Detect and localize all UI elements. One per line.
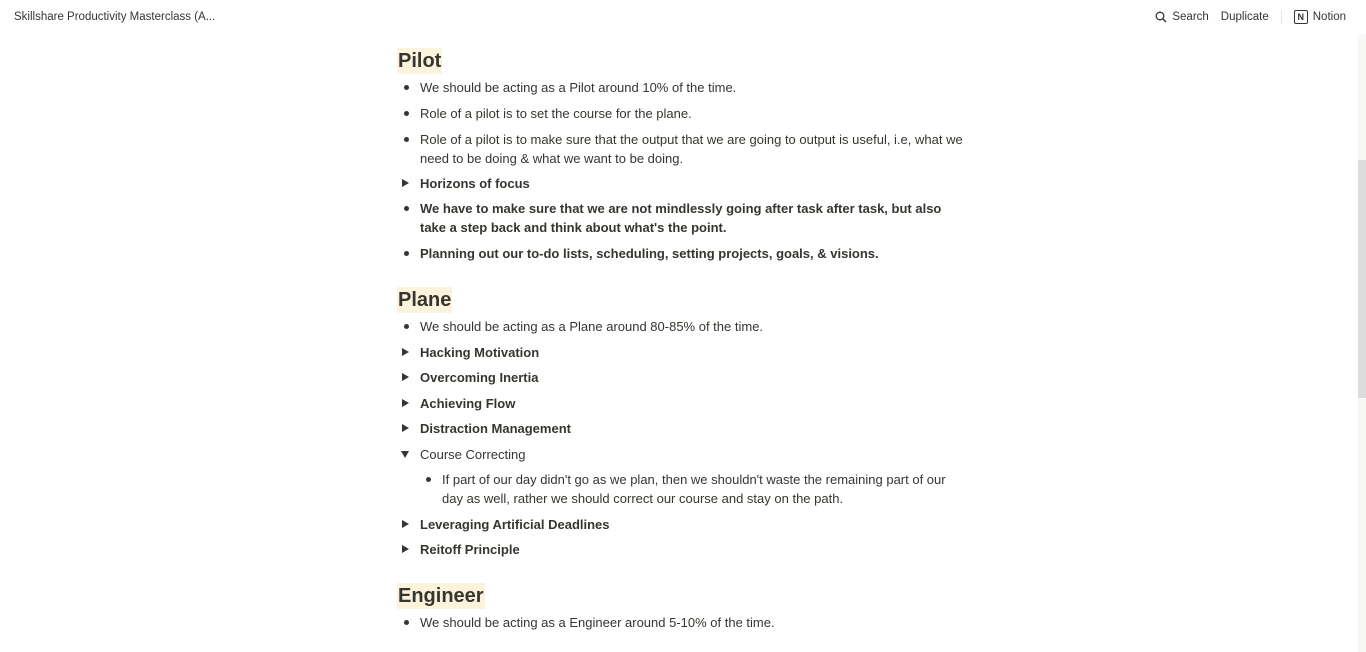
toggle-label: Overcoming Inertia <box>420 370 539 385</box>
toggle-horizons-of-focus[interactable] <box>397 174 967 193</box>
list-item <box>397 199 967 237</box>
toggle-arrow-icon[interactable] <box>397 515 420 534</box>
toggle-hacking-motivation[interactable] <box>397 343 967 362</box>
search-label: Search <box>1172 11 1209 23</box>
toggle-label: Course Correcting <box>420 447 526 462</box>
toggle-arrow-icon[interactable] <box>397 394 420 413</box>
list-item <box>397 317 967 336</box>
duplicate-button[interactable] <box>1215 8 1275 26</box>
list-item <box>397 244 967 263</box>
list-item-text: Planning out our to-do lists, scheduling, setting projects, goals, & visions. <box>420 246 879 261</box>
bullet-icon <box>397 104 420 123</box>
bullet-icon <box>397 130 420 168</box>
toggle-label: Achieving Flow <box>420 396 516 411</box>
heading-plane: Plane <box>398 289 452 311</box>
toggle-distraction-management[interactable] <box>397 419 967 438</box>
bullet-icon <box>397 78 420 97</box>
top-bar <box>0 0 1366 34</box>
search-button[interactable] <box>1149 8 1214 26</box>
toggle-course-correcting[interactable] <box>397 445 967 464</box>
scrollbar-thumb[interactable] <box>1358 160 1366 398</box>
list-item <box>397 130 967 168</box>
bullet-icon <box>397 199 420 237</box>
toggle-arrow-icon[interactable] <box>397 174 420 193</box>
top-actions <box>1149 7 1352 27</box>
list-item-text: We have to make sure that we are not mindlessly going after task after task, but also take a step back and think about what's the point. <box>420 201 942 235</box>
bullet-icon <box>419 470 442 508</box>
toggle-label: Reitoff Principle <box>420 542 520 557</box>
toggle-reitoff-principle[interactable] <box>397 540 967 559</box>
notion-logo-icon: N <box>1294 10 1308 24</box>
list-item-text: Role of a pilot is to make sure that the output that we are going to output is useful, i.e, what we need to be doing & what we want to be doing. <box>420 132 963 166</box>
list-item-text: Role of a pilot is to set the course for the plane. <box>420 106 692 121</box>
breadcrumb[interactable]: Skillshare Productivity Masterclass (A... <box>14 11 216 23</box>
bullet-icon <box>397 244 420 263</box>
bullet-icon <box>397 613 420 632</box>
toggle-label: Leveraging Artificial Deadlines <box>420 517 610 532</box>
toggle-arrow-icon[interactable] <box>397 419 420 438</box>
toggle-arrow-open-icon[interactable] <box>397 445 420 464</box>
list-item <box>397 78 967 97</box>
toggle-achieving-flow[interactable] <box>397 394 967 413</box>
list-item-text: We should be acting as a Plane around 80-85% of the time. <box>420 319 764 334</box>
toggle-leveraging-artificial-deadlines[interactable] <box>397 515 967 534</box>
toggle-label: Distraction Management <box>420 421 571 436</box>
toggle-arrow-icon[interactable] <box>397 343 420 362</box>
divider <box>1281 10 1282 24</box>
notion-label: Notion <box>1312 11 1346 23</box>
toggle-arrow-icon[interactable] <box>397 540 420 559</box>
list-item <box>419 470 967 508</box>
toggle-arrow-icon[interactable] <box>397 368 420 387</box>
toggle-label: Horizons of focus <box>420 176 530 191</box>
bullet-icon <box>397 317 420 336</box>
heading-engineer: Engineer <box>398 585 484 607</box>
toggle-label: Hacking Motivation <box>420 345 540 360</box>
notion-button[interactable] <box>1288 7 1352 27</box>
list-item-text: If part of our day didn't go as we plan, then we shouldn't waste the remaining part of our day as well, rather we should correct our course and stay on the path. <box>442 472 946 506</box>
search-icon <box>1155 11 1167 23</box>
list-item <box>397 613 967 632</box>
heading-pilot: Pilot <box>398 50 442 72</box>
list-item-text: We should be acting as a Engineer around 5-10% of the time. <box>420 615 775 630</box>
list-item <box>397 104 967 123</box>
list-item-text: We should be acting as a Pilot around 10% of the time. <box>420 80 737 95</box>
toggle-overcoming-inertia[interactable] <box>397 368 967 387</box>
duplicate-label: Duplicate <box>1220 11 1269 23</box>
